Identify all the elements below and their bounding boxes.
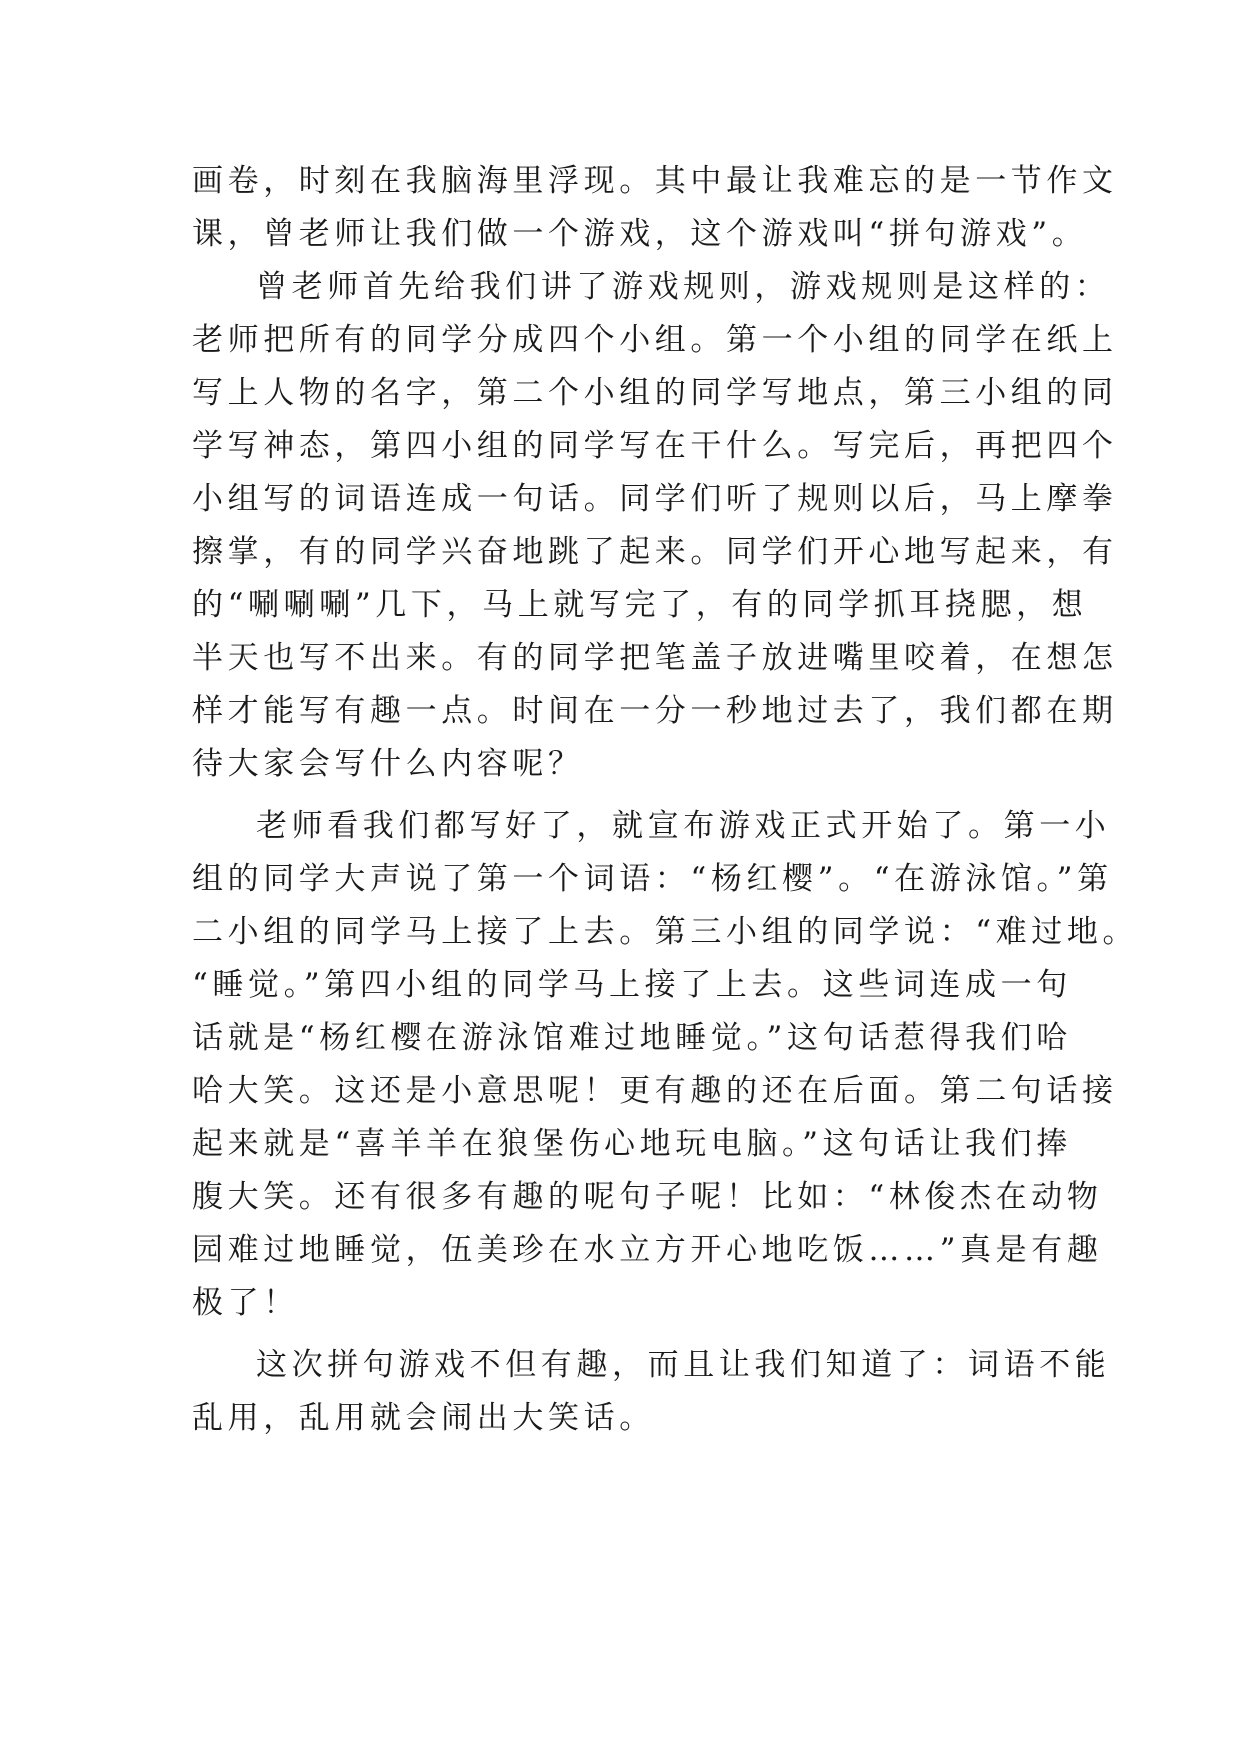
paragraph-start-line: 老师看我们都写好了，就宣布游戏正式开始了。第一小 <box>256 808 1111 844</box>
text-line: 半天也写不出来。有的同学把笔盖子放进嘴里咬着，在想怎 <box>192 640 1118 676</box>
text-line: 腹大笑。还有很多有趣的呢句子呢！比如：“林俊杰在动物 <box>192 1179 1103 1215</box>
text-line: 擦掌，有的同学兴奋地跳了起来。同学们开心地写起来，有 <box>192 534 1118 570</box>
text-line: 写上人物的名字，第二个小组的同学写地点，第三小组的同 <box>192 375 1118 411</box>
text-line: 老师把所有的同学分成四个小组。第一个小组的同学在纸上 <box>192 322 1118 358</box>
text-line: 画卷，时刻在我脑海里浮现。其中最让我难忘的是一节作文 <box>192 163 1118 199</box>
text-line: 乱用，乱用就会闹出大笑话。 <box>192 1400 655 1436</box>
text-line: 样才能写有趣一点。时间在一分一秒地过去了，我们都在期 <box>192 693 1118 729</box>
text-line: 哈大笑。这还是小意思呢！更有趣的还在后面。第二句话接 <box>192 1073 1118 1109</box>
paragraph-start-line: 曾老师首先给我们讲了游戏规则，游戏规则是这样的： <box>256 269 1111 305</box>
text-line: 园难过地睡觉，伍美珍在水立方开心地吃饭……”真是有趣 <box>192 1232 1103 1268</box>
text-line: 待大家会写什么内容呢？ <box>192 746 584 782</box>
text-line: 组的同学大声说了第一个词语：“杨红樱”。“在游泳馆。”第 <box>192 861 1113 897</box>
text-line: 小组写的词语连成一句话。同学们听了规则以后，马上摩拳 <box>192 481 1118 517</box>
text-line: 的“唰唰唰”几下，马上就写完了，有的同学抓耳挠腮，想 <box>192 587 1088 623</box>
text-line: 起来就是“喜羊羊在狼堡伤心地玩电脑。”这句话让我们捧 <box>192 1126 1072 1162</box>
text-line: 二小组的同学马上接了上去。第三小组的同学说：“难过地。 <box>192 914 1139 950</box>
text-line: “睡觉。”第四小组的同学马上接了上去。这些词连成一句 <box>192 967 1072 1003</box>
text-line: 课，曾老师让我们做一个游戏，这个游戏叫“拼句游戏”。 <box>192 216 1088 252</box>
text-line: 学写神态，第四小组的同学写在干什么。写完后，再把四个 <box>192 428 1118 464</box>
paragraph-start-line: 这次拼句游戏不但有趣，而且让我们知道了：词语不能 <box>256 1347 1111 1383</box>
text-line: 话就是“杨红樱在游泳馆难过地睡觉。”这句话惹得我们哈 <box>192 1020 1072 1056</box>
text-line: 极了！ <box>192 1285 299 1321</box>
